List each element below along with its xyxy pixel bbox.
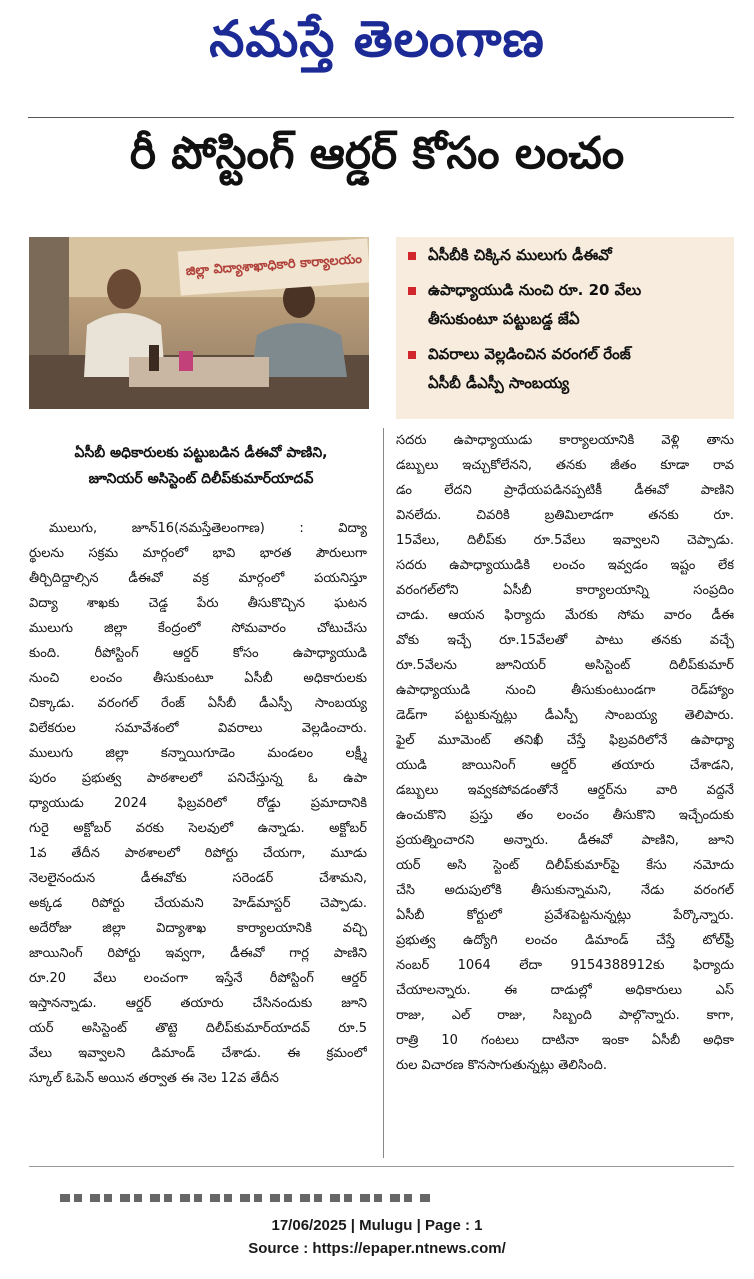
article-text-line: సదరు ఉపాధ్యాయుడికి లంచం ఇవ్వడం ఇష్టం లేక: [396, 558, 734, 573]
article-text-line: చేయాలన్నారు. ఈ దాడుల్లో అధికారులు ఎస్: [396, 983, 734, 998]
article-text-line: డబ్బులు ఇవ్వకపోవడంతోనే ఆర్డర్‌ను వారి వద్దనే: [396, 783, 734, 798]
article-text-line: వేలు ఇవ్వాలని డిమాండ్ చేశాడు. ఈ క్రమంలో: [29, 1046, 367, 1061]
article-text-line: ఉపాధ్యాయుడి నుంచి తీసుకుంటుండగా రెడ్‌హ్యాం: [396, 683, 734, 698]
article-text-line: ఇస్తానన్నాడు. ఆర్డర్ తయారు చేసినందుకు జూని: [29, 996, 367, 1011]
highlight-line: తీసుకుంటూ పట్టుబడ్డ జేఏ: [428, 310, 580, 328]
article-headline: రీ పోస్టింగ్ ఆర్డర్ కోసం లంచం: [129, 128, 625, 179]
highlight-item: [408, 340, 726, 398]
footer-date-edition: 17/06/2025 | Mulugu | Page : 1: [271, 1217, 483, 1234]
article-text-line: రాత్రి 10 గంటలు దాటినా ఇంకా ఏసీబీ అధికా: [396, 1033, 734, 1048]
article-text-line: నెలలైనందున డీఈవోకు సరెండర్ చేశామని,: [29, 871, 367, 886]
article-text-line: యుడి జాయినింగ్ ఆర్డర్ తయారు చేశాడని,: [396, 758, 734, 773]
article-text-line: ములుగు, జూన్16(నమస్తేతెలంగాణ) : విద్యా: [49, 521, 367, 536]
bullet-square-icon: [408, 287, 416, 295]
article-text-line: విలేకరుల సమావేశంలో వివరాలు వెల్లడించారు.: [29, 721, 367, 736]
photo-banner: జిల్లా విద్యాశాఖాధికారి కార్యాలయం: [178, 238, 369, 295]
article-text-line: పురం ప్రభుత్వ పాఠశాలలో పనిచేస్తున్న ఓ ఉపా: [29, 771, 367, 786]
article-text-line: వోకు ఇచ్చే రూ.15వేలతో పాటు తనకు వచ్చే: [396, 633, 734, 648]
article-text-line: చేసి అదుపులోకి తీసుకున్నామని, నేడు వరంగల్: [396, 883, 734, 898]
article-text-line: డబ్బులు ఇచ్చుకోలేనని, తనకు జీతం కూడా రావ: [396, 458, 734, 473]
photo-caption: [29, 440, 373, 492]
article-text-line: నుంచి లంచం తీసుకుంటూ ఏసీబీ అధికారులకు: [29, 671, 367, 686]
article-text-line: ములుగు జిల్లా కేంద్రంలో సోమవారం చోటుచేసు: [29, 621, 367, 636]
column-divider: [383, 428, 384, 1158]
article-text-line: చిక్కాడు. వరంగల్ రేంజ్ ఏసీబీ డీఎస్పీ సాంబయ్య: [29, 696, 367, 711]
article-text-line: జాయినింగ్ రిపోర్టు ఇవ్వగా, డీఈవో గార్ల పాణిని: [29, 946, 367, 961]
article-text-line: వినలేదు. చివరికి బ్రతిమిలాడగా తనకు రూ.: [396, 508, 734, 523]
highlight-line: ఉపాధ్యాయుడి నుంచి రూ. 20 వేలు: [428, 281, 642, 299]
article-text-line: రుల విచారణ కొనసాగుతున్నట్లు తెలిసింది.: [396, 1058, 607, 1073]
caption-line: జూనియర్ అసిస్టెంట్ దిలీప్‌కుమార్‌యాదవ్: [88, 471, 314, 487]
article-text-line: ప్రభుత్వ ఉద్యోగి లంచం డిమాండ్ చేస్తే టోల్‌ఫ్రీ: [396, 933, 734, 948]
article-text-line: సదరు ఉపాధ్యాయుడు కార్యాలయానికి వెళ్లి తాను: [396, 433, 734, 448]
article-text-line: డం లేదని ప్రాధేయపడినప్పటికీ డీఈవో పాణిని: [396, 483, 734, 498]
highlight-line: ఏసీబీకి చిక్కిన ములుగు డీఈవో: [428, 246, 612, 264]
bottom-divider: [29, 1166, 734, 1167]
newspaper-masthead: [0, 0, 754, 90]
highlights-box: [396, 237, 734, 419]
article-text-line: రూ.20 వేలు లంచంగా ఇస్తేనే రీపోస్టింగ్ ఆర్డర్: [29, 971, 367, 986]
article-text-line: చాడు. ఆయన ఫిర్యాదు మేరకు సోమ వారం డీఈ: [396, 608, 734, 623]
article-text-line: రూ.5వేలను జూనియర్ అసిస్టెంట్ దిలీప్‌కుమార్: [396, 658, 734, 673]
article-column-left: [29, 516, 367, 1091]
article-text-line: ఫైల్ మూమెంట్ తనిఖీ చేస్తే ఫిబ్రవరిలోనే ఉపాధ్యా: [396, 733, 734, 748]
article-text-line: ఏసీబీ కోర్టులో ప్రవేశపెట్టనున్నట్లు పేర్కొన్నారు.: [396, 908, 734, 923]
highlight-line: వివరాలు వెల్లడించిన వరంగల్ రేంజ్: [428, 345, 631, 363]
article-text-line: యర్ అసి స్టెంట్ దిలీప్‌కుమార్‌పై కేసు నమోదు: [396, 858, 734, 873]
article-text-line: ఉంచుకొని ప్రస్తు తం లంచం తీసుకొని ఇచ్చేందుకు: [396, 808, 734, 823]
bullet-square-icon: [408, 351, 416, 359]
article-column-right: [396, 428, 734, 1078]
article-text-line: కుంది. రీపోస్టింగ్ ఆర్డర్ కోసం ఉపాధ్యాయుడి: [29, 646, 367, 661]
masthead-title: నమస్తే తెలంగాణ: [209, 9, 545, 68]
article-text-line: ప్రయత్నించారని అన్నారు. డీఈవో పాణిని, జూని: [396, 833, 734, 848]
article-text-line: 1వ తేదీన పాఠశాలలో రిపోర్టు చేయగా, మూడు: [29, 846, 367, 861]
highlight-item: [408, 276, 726, 334]
article-text-line: అదేరోజు జిల్లా విద్యాశాఖ కార్యాలయానికి వచ్చి: [29, 921, 367, 936]
article-text-line: తీర్చిదిద్దాల్సిన డీఈవో వక్ర మార్గంలో పయనిస్తూ: [29, 571, 367, 586]
article-text-line: గురై అక్టోబర్ వరకు సెలవులో ఉన్నాడు. అక్టోబర్: [29, 821, 367, 836]
highlight-line: ఏసీబీ డీఎస్పీ సాంబయ్య: [428, 374, 570, 392]
article-photo: [29, 237, 369, 409]
article-text-line: స్కూల్ ఓపెన్ అయిన తర్వాత ఈ నెల 12వ తేదీన: [29, 1071, 279, 1086]
article-text-line: ర్థులను సక్రమ మార్గంలో భావి భారత పౌరులుగా: [29, 546, 367, 561]
bullet-square-icon: [408, 252, 416, 260]
cropped-next-headline: [60, 1192, 430, 1202]
masthead-divider: [28, 117, 734, 118]
footer-source: Source : https://epaper.ntnews.com/: [248, 1240, 506, 1257]
article-text-line: డెడ్‌గా పట్టుకున్నట్లు డీఎస్పీ సాంబయ్య తెలిపారు.: [396, 708, 734, 723]
caption-line: ఏసీబీ అధికారులకు పట్టుబడిన డీఈవో పాణిని,: [74, 445, 328, 461]
article-text-line: రాజు, ఎల్ రాజు, సిబ్బంది పాల్గొన్నారు. కాగా,: [396, 1008, 734, 1023]
article-text-line: 15వేలు, దిలీప్‌కు రూ.5వేలు ఇవ్వాలని చెప్పాడు.: [396, 533, 734, 548]
article-text-line: విద్యా శాఖకు చెడ్డ పేరు తీసుకొచ్చిన ఘటన: [29, 596, 367, 611]
article-text-line: ములుగు జిల్లా కన్నాయిగూడెం మండలం లక్ష్మీ: [29, 746, 367, 761]
highlight-item: [408, 241, 726, 270]
article-text-line: ధ్యాయుడు 2024 ఫిబ్రవరిలో రోడ్డు ప్రమాదానికి: [29, 796, 367, 811]
article-text-line: వరంగల్‌లోని ఏసీబీ కార్యాలయాన్ని సంప్రదిం: [396, 583, 734, 598]
article-text-line: నంబర్ 1064 లేదా 9154388912కు ఫిర్యాదు: [396, 958, 734, 973]
article-text-line: యర్ అసిస్టెంట్ తొట్టె దిలీప్‌కుమార్‌యాదవ్ రూ.5: [29, 1021, 367, 1036]
article-text-line: అక్కడ రిపోర్టు చేయమని హెడ్‌మాస్టర్ చెప్పాడు.: [29, 896, 367, 911]
